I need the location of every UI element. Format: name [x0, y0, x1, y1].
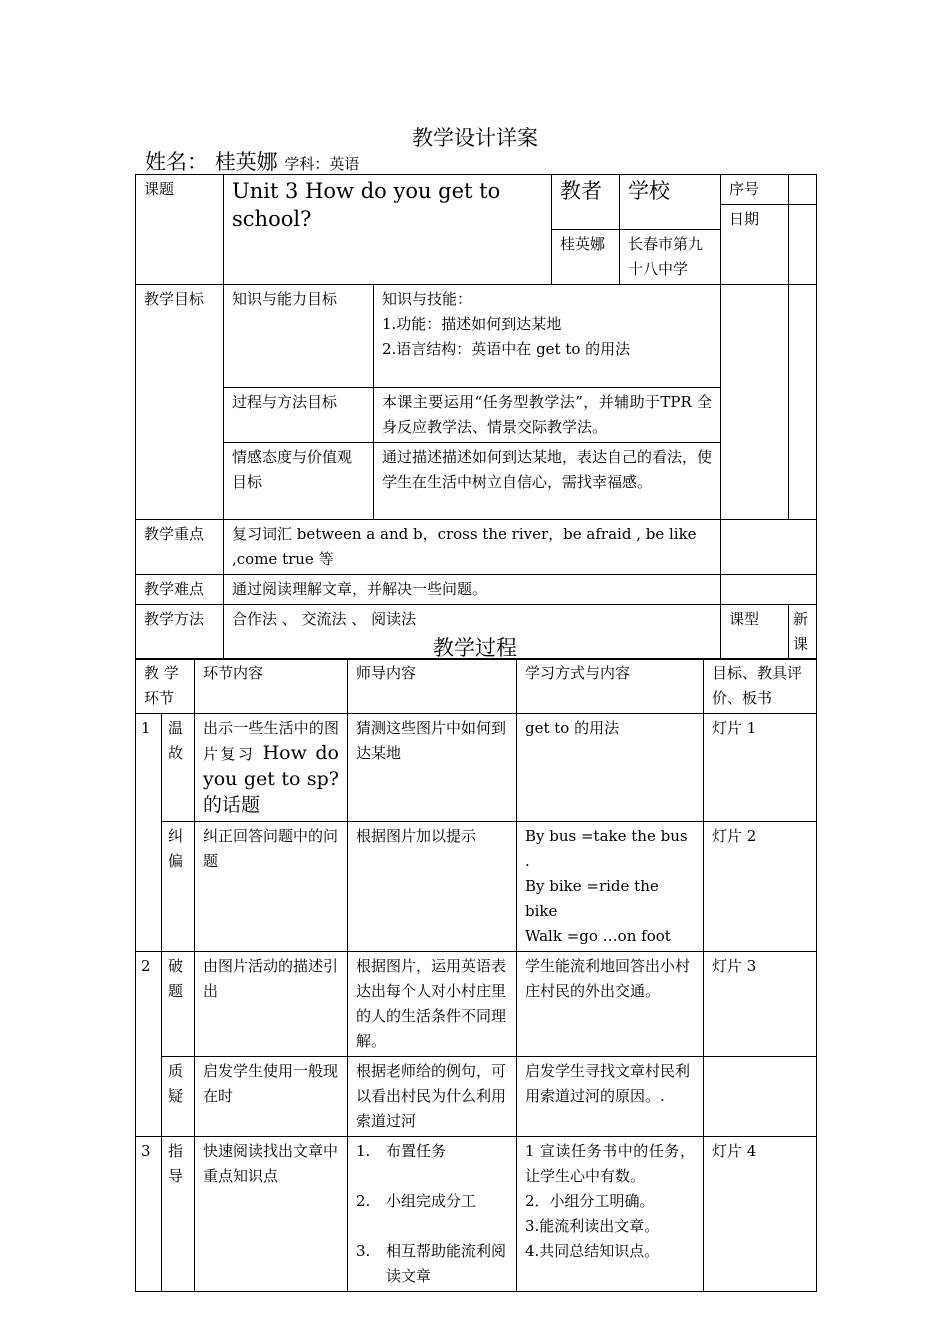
subject-label: 学科：英语 — [284, 155, 360, 173]
teacher-name: 桂英娜 — [214, 150, 278, 174]
difficulty-blank — [721, 575, 817, 605]
teacher-value: 桂英娜 — [552, 230, 620, 285]
step-text: 小组完成分工 — [386, 1192, 477, 1210]
type-value: 新课 — [789, 605, 817, 660]
row4-teacher: 根据老师给的例句，可以看出村民为什么利用索道过河 — [348, 1057, 517, 1137]
row4-goal — [704, 1057, 817, 1137]
row5-study-line: 4.共同总结知识点。 — [525, 1242, 660, 1260]
school-value: 长春市第九十八中学 — [620, 230, 721, 285]
key-content: 复习词汇 between a and b，cross the river，be afraid , be like ,come true 等 — [224, 520, 721, 575]
topic-label: 课题 — [136, 175, 224, 285]
goal1-line: 知识与技能： — [382, 290, 473, 308]
goals-blank-1 — [721, 285, 789, 520]
goal3-label: 情感态度与价值观目标 — [224, 443, 374, 520]
school-header: 学校 — [620, 175, 721, 230]
topic-value: Unit 3 How do you get to school? — [224, 175, 552, 285]
row5-study-line: 1 宣读任务书中的任务，让学生心中有数。 — [525, 1142, 695, 1185]
teacher-steps — [356, 1139, 508, 1289]
goal1-line: 1.功能：描述如何到达某地 — [382, 315, 562, 333]
row2-teacher: 根据图片加以提示 — [348, 822, 517, 952]
row1-teacher: 猜测这些图片中如何到达某地 — [348, 714, 517, 822]
lesson-info-table — [135, 174, 817, 660]
row2-goal: 灯片 2 — [704, 822, 817, 952]
step-number: 1. — [356, 1142, 371, 1160]
method-content: 合作法 、 交流法 、 阅读法 — [224, 605, 721, 660]
row2-stage: 纠偏 — [162, 822, 195, 952]
goal2-content: 本课主要运用“任务型教学法”，并辅助于TPR 全身反应教学法、情景交际教学法。 — [374, 388, 721, 443]
row4-study: 启发学生寻找文章村民利用索道过河的原因。. — [517, 1057, 704, 1137]
row3-study: 学生能流利地回答出小村庄村民的外出交通。 — [517, 952, 704, 1057]
serial-value — [789, 175, 817, 205]
row2-study-line: By bike =ride the bike — [525, 877, 659, 920]
row3-stage: 破题 — [162, 952, 195, 1057]
goals-label: 教学目标 — [136, 285, 224, 520]
step-text: 相互帮助能流利阅读文章 — [386, 1242, 507, 1285]
row5-goal: 灯片 4 — [704, 1137, 817, 1292]
method-label: 教学方法 — [136, 605, 224, 660]
goal1-line: 2.语言结构：英语中在 get to 的用法 — [382, 340, 631, 358]
goal1-content — [374, 285, 721, 388]
goal1-label: 知识与能力目标 — [224, 285, 374, 388]
row2-study-line: By bus =take the bus . — [525, 827, 688, 870]
date-value — [789, 205, 817, 285]
step-number: 2. — [356, 1192, 371, 1210]
row4-stage: 质疑 — [162, 1057, 195, 1137]
header-stage: 教 学环节 — [136, 659, 195, 714]
type-label: 课型 — [721, 605, 789, 660]
row1-goal: 灯片 1 — [704, 714, 817, 822]
row5-teacher — [348, 1137, 517, 1292]
row1-num: 1 — [136, 714, 162, 952]
goal3-content: 通过描述描述如何到达某地，表达自己的看法，使学生在生活中树立自信心，需找幸福感。 — [374, 443, 721, 520]
header-content: 环节内容 — [195, 659, 348, 714]
row2-study — [517, 822, 704, 952]
row1-study: get to 的用法 — [517, 714, 704, 822]
row4-content: 启发学生使用一般现在时 — [195, 1057, 348, 1137]
row5-stage: 指导 — [162, 1137, 195, 1292]
key-label: 教学重点 — [136, 520, 224, 575]
document-title: 教学设计详案 — [412, 126, 538, 150]
row1-content-cn: 出示一些生活中的图片复习 — [203, 719, 339, 763]
step-number: 3. — [356, 1242, 371, 1260]
process-title: 教学过程 — [433, 636, 517, 660]
row1-content — [195, 714, 348, 822]
difficulty-content: 通过阅读理解文章，并解决一些问题。 — [224, 575, 721, 605]
row5-study-line: 2．小组分工明确。 — [525, 1192, 655, 1210]
row5-study — [517, 1137, 704, 1292]
goal2-label: 过程与方法目标 — [224, 388, 374, 443]
step-item — [356, 1239, 508, 1289]
row1-content-en: How do you get to sp?的话题 — [203, 742, 339, 816]
row1-stage: 温故 — [162, 714, 195, 822]
step-item — [356, 1139, 508, 1164]
row3-goal: 灯片 3 — [704, 952, 817, 1057]
process-table — [135, 658, 817, 1292]
name-label: 姓名： — [145, 150, 208, 174]
header-study: 学习方式与内容 — [517, 659, 704, 714]
row5-study-line: 3.能流利读出文章。 — [525, 1217, 660, 1235]
serial-label: 序号 — [721, 175, 789, 205]
row3-content: 由图片活动的描述引出 — [195, 952, 348, 1057]
row2-study-line: Walk =go …on foot — [525, 927, 671, 945]
step-text: 布置任务 — [386, 1142, 447, 1160]
row2-content: 纠正回答问题中的问题 — [195, 822, 348, 952]
row3-teacher: 根据图片，运用英语表达出每个人对小村庄里的人的生活条件不同理解。 — [348, 952, 517, 1057]
header-goal: 目标、教具评价、板书 — [704, 659, 817, 714]
author-line — [145, 146, 359, 176]
date-label: 日期 — [721, 205, 789, 285]
header-teacher: 师导内容 — [348, 659, 517, 714]
row5-content: 快速阅读找出文章中重点知识点 — [195, 1137, 348, 1292]
step-item — [356, 1189, 508, 1214]
row3-num: 2 — [136, 952, 162, 1137]
key-blank — [721, 520, 817, 575]
teacher-header: 教者 — [552, 175, 620, 230]
difficulty-label: 教学难点 — [136, 575, 224, 605]
row5-num: 3 — [136, 1137, 162, 1292]
goals-blank-2 — [789, 285, 817, 520]
